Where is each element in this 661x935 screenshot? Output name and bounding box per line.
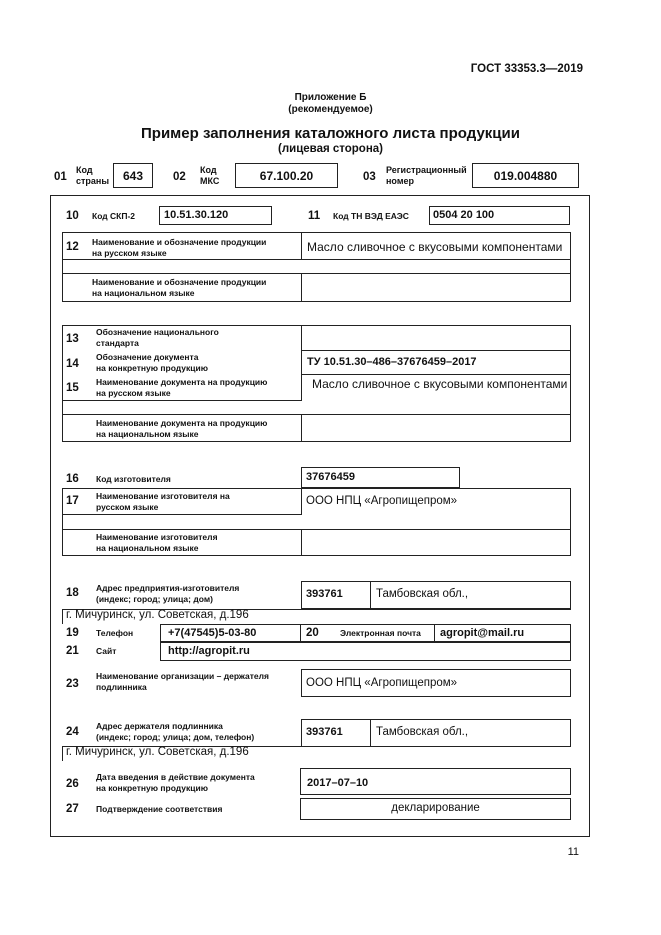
field-17-value[interactable]: ООО НПЦ «Агропищепром» [306, 495, 458, 507]
field-14-number: 14 [66, 358, 79, 370]
mks-code-value: 67.100.20 [259, 169, 314, 183]
field-24-col-divider [370, 719, 371, 747]
field-23-number: 23 [66, 678, 79, 690]
field-19-col-divider [300, 624, 301, 642]
country-code-number: 01 [54, 171, 67, 183]
field-15-number: 15 [66, 382, 79, 394]
field-15-row-divider [62, 400, 302, 401]
appendix-note: (рекомендуемое) [288, 104, 373, 115]
field-27-label: Подтверждение соответствия [96, 804, 223, 814]
field-18-col-divider [370, 581, 371, 609]
field-17-label: Наименование изготовителя на русском языке [96, 491, 230, 512]
field-13-row-divider [301, 350, 571, 351]
field-18-index: 393761 [306, 588, 343, 600]
reg-number-label: Регистрационный номер [386, 165, 467, 186]
standard-code: ГОСТ 33353.3—2019 [470, 63, 583, 75]
field-19-label: Телефон [96, 628, 134, 638]
field-11-number: 11 [308, 210, 321, 222]
reg-number-value: 019.004880 [493, 169, 558, 183]
field-17-row-divider [62, 514, 302, 515]
field-15-label: Наименование документа на продукцию на русском языке [96, 377, 268, 398]
field-10-value: 10.51.30.120 [164, 209, 229, 221]
field-16-value: 37676459 [306, 471, 355, 483]
appendix-label: Приложение Б [294, 92, 367, 103]
field-10-label: Код СКП-2 [92, 211, 136, 221]
field-23-value: ООО НПЦ «Агропищепром» [306, 677, 458, 689]
field-24-label: Адрес держателя подлинника (индекс; город; улица; дом, телефон) [96, 721, 255, 742]
field-17-col-divider [301, 488, 302, 514]
field-18-street: г. Мичуринск, ул. Советская, д.196 [66, 609, 249, 621]
page-title: Пример заполнения каталожного листа продукции [141, 125, 520, 142]
field-19-number: 19 [66, 627, 79, 639]
field-13-label: Обозначение национального стандарта [96, 327, 219, 348]
field-12n-label: Наименование и обозначение продукции на национальном языке [92, 277, 267, 298]
mks-code-label: Код МКС [200, 165, 220, 186]
field-19-value[interactable]: +7(47545)5-03-80 [168, 627, 257, 639]
field-14-value[interactable]: ТУ 10.51.30–486–37676459–2017 [307, 356, 477, 368]
field-20-col-divider [434, 624, 435, 642]
field-20-label: Электронная почта [340, 628, 421, 638]
mks-code-number: 02 [173, 171, 186, 183]
field-18-label: Адрес предприятия-изготовителя (индекс; город; улица; дом) [96, 583, 240, 604]
field-14-label: Обозначение документа на конкретную продукцию [96, 352, 208, 373]
reg-number-number: 03 [363, 171, 376, 183]
field-26-number: 26 [66, 778, 79, 790]
field-13-number: 13 [66, 333, 79, 345]
field-24-left-edge [62, 746, 63, 761]
field-18-region: Тамбовская обл., [376, 588, 469, 600]
field-21-label: Сайт [96, 646, 117, 656]
field-11-label: Код ТН ВЭД ЕАЭС [333, 211, 409, 221]
country-code-value: 643 [122, 169, 144, 183]
field-17n-row-divider [62, 529, 571, 530]
field-20-number: 20 [306, 627, 319, 639]
field-24-region: Тамбовская обл., [376, 726, 469, 738]
field-12-row-divider-2 [62, 273, 571, 274]
field-27-value: декларирование [391, 802, 480, 814]
field-24-street: г. Мичуринск, ул. Советская, д.196 [66, 746, 249, 758]
field-15n-row-divider [62, 414, 571, 415]
field-26-label: Дата введения в действие документа на конкретную продукцию [96, 772, 255, 793]
field-17n-label: Наименование изготовителя на национальном языке [96, 532, 218, 553]
field-21-number: 21 [66, 645, 79, 657]
field-15-value[interactable]: Масло сливочное с вкусовыми компонентами [312, 377, 568, 391]
field-15n-col-divider [301, 414, 302, 442]
field-26-value: 2017–07–10 [307, 777, 369, 789]
field-12n-col-divider [301, 273, 302, 302]
field-10-number: 10 [66, 210, 79, 222]
field-11-value: 0504 20 100 [433, 209, 495, 221]
field-16-number: 16 [66, 473, 79, 485]
field-12-label: Наименование и обозначение продукции на русском языке [92, 237, 267, 258]
field-18-left-edge [62, 609, 63, 624]
field-17-number: 17 [66, 495, 79, 507]
field-12-value[interactable]: Масло сливочное с вкусовыми компонентами [307, 240, 563, 254]
field-18-number: 18 [66, 587, 79, 599]
field-12-col-divider [301, 232, 302, 259]
field-12-number: 12 [66, 241, 79, 253]
field-24-index: 393761 [306, 726, 343, 738]
page-subtitle: (лицевая сторона) [277, 143, 383, 155]
field-15n-label: Наименование документа на продукцию на национальном языке [96, 418, 268, 439]
field-13-15-col-divider [301, 325, 302, 400]
field-20-value[interactable]: agropit@mail.ru [440, 627, 525, 639]
field-16-label: Код изготовителя [96, 474, 171, 484]
field-24-number: 24 [66, 726, 79, 738]
page-number: 11 [567, 846, 579, 858]
field-14-row-divider [301, 374, 571, 375]
field-21-value: http://agropit.ru [168, 645, 250, 657]
field-27-number: 27 [66, 803, 79, 815]
field-23-label: Наименование организации – держателя подлинника [96, 671, 270, 692]
field-17n-col-divider [301, 529, 302, 556]
field-12-row-divider [62, 259, 571, 260]
country-code-label: Код страны [76, 165, 110, 186]
